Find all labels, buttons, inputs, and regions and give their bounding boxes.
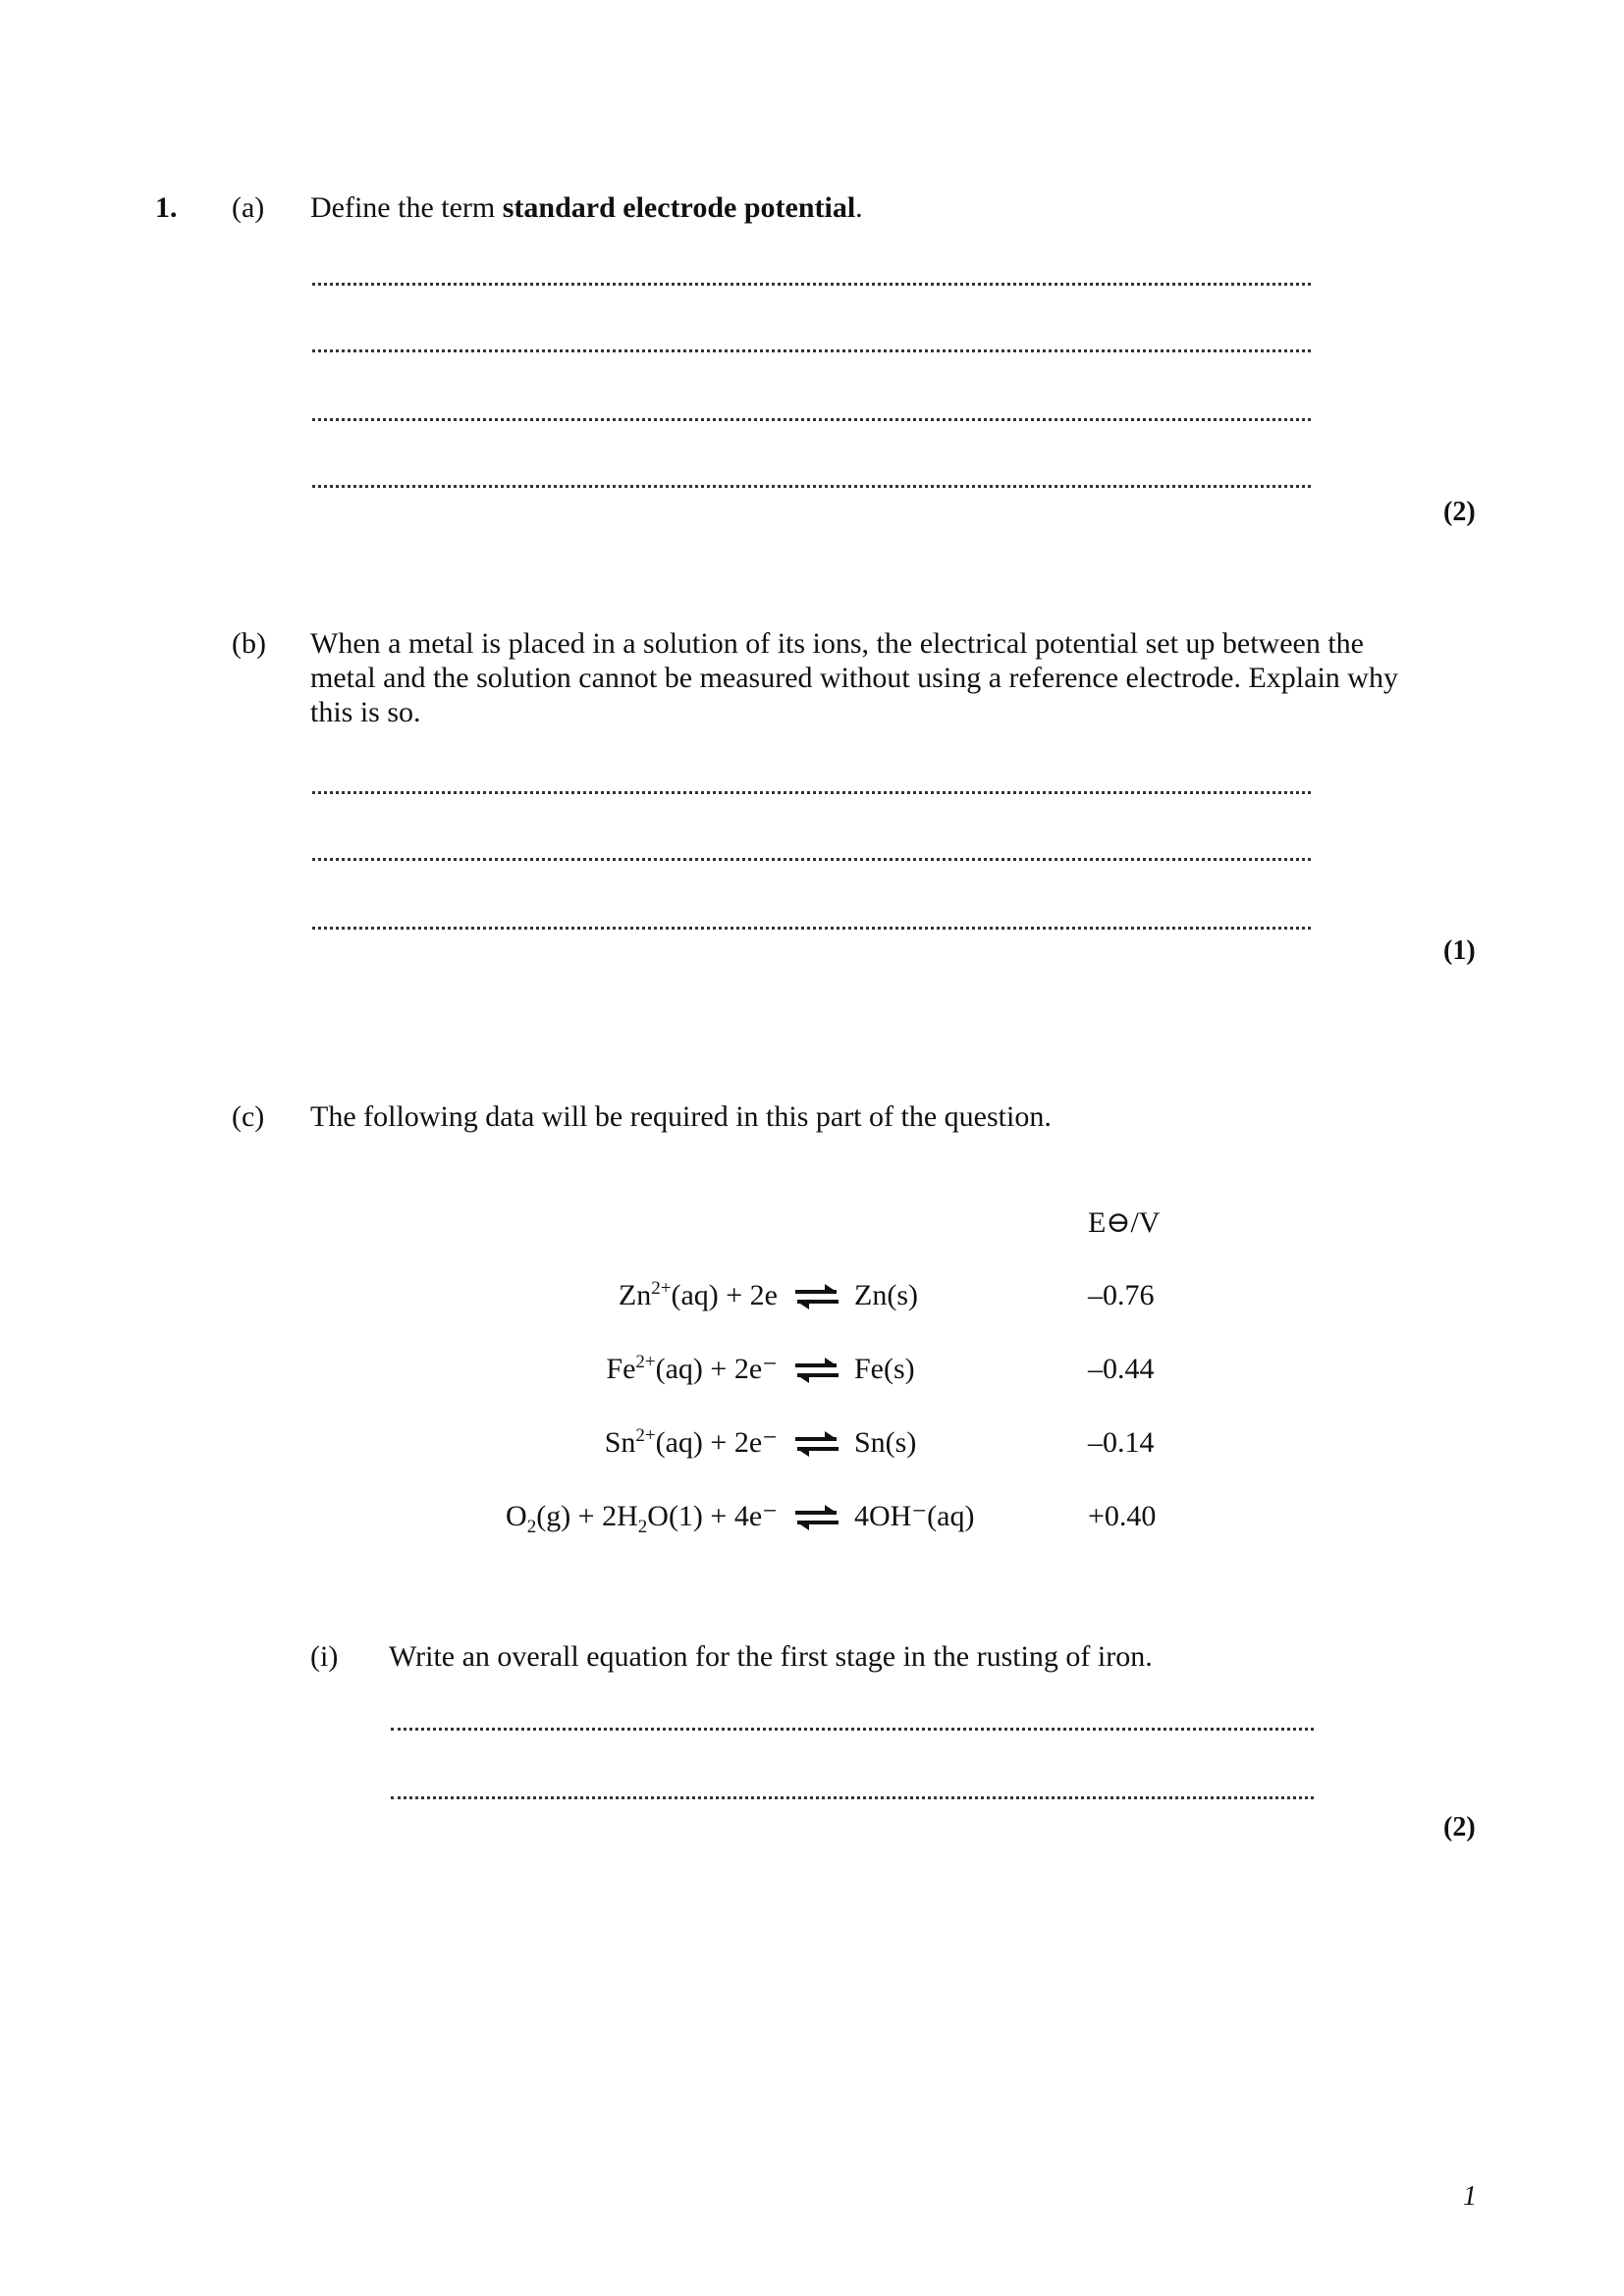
- part-a-text-prefix: Define the term: [310, 191, 503, 224]
- equation-row-3-left: [605, 1425, 778, 1461]
- answer-line-a2[interactable]: [312, 349, 1311, 352]
- equilibrium-arrow-icon: [791, 1503, 842, 1532]
- equation-row-1-species: Zn: [618, 1279, 652, 1311]
- answer-line-a4[interactable]: [312, 485, 1311, 488]
- answer-line-a1[interactable]: [312, 283, 1311, 286]
- equation-row-4-value: +0.40: [1088, 1500, 1157, 1532]
- equation-row-3-value: –0.14: [1088, 1426, 1155, 1459]
- equation-row-3-species: Sn: [604, 1426, 636, 1459]
- answer-line-b1[interactable]: [312, 791, 1311, 794]
- part-b-label: (b): [232, 627, 266, 660]
- equilibrium-arrow-icon: [791, 1356, 842, 1385]
- part-c-label: (c): [232, 1100, 265, 1133]
- answer-line-c1[interactable]: [391, 1728, 1314, 1731]
- sub-part-i-question: Write an overall equation for the first stage in the rusting of iron.: [389, 1640, 1153, 1673]
- equation-row-2-charge: 2+: [635, 1352, 656, 1372]
- table-header-potential: E⊖/V: [1088, 1206, 1161, 1239]
- equation-row-3-charge: 2+: [635, 1425, 656, 1446]
- part-c-question: The following data will be required in this part of the question.: [310, 1100, 1052, 1133]
- equation-row-1-charge: 2+: [651, 1278, 672, 1299]
- part-b-question: When a metal is placed in a solution of its ions, the electrical potential set up between the metal and the solution cannot be measured without using a reference electrode. Explain why this is so.: [310, 627, 1398, 728]
- equation-row-3-rest: (aq) + 2e⁻: [655, 1426, 778, 1459]
- answer-line-a3[interactable]: [312, 418, 1311, 421]
- equation-row-4-right: 4OH⁻(aq): [854, 1500, 975, 1532]
- equation-row-1-value: –0.76: [1088, 1279, 1155, 1311]
- part-a-text-bold: standard electrode potential: [502, 191, 856, 224]
- equilibrium-arrow-icon: [791, 1429, 842, 1459]
- sub-part-i-label: (i): [310, 1640, 339, 1673]
- part-a-text-suffix: .: [855, 191, 863, 224]
- equation-row-1-right: Zn(s): [854, 1279, 918, 1311]
- part-a-question: [310, 190, 863, 226]
- part-b-marks: (1): [1443, 935, 1476, 966]
- part-a-label: (a): [232, 191, 265, 224]
- page-number: 1: [1463, 2181, 1477, 2212]
- answer-line-b3[interactable]: [312, 927, 1311, 930]
- equation-row-3-right: Sn(s): [854, 1426, 917, 1459]
- equation-row-2-right: Fe(s): [854, 1353, 915, 1385]
- answer-line-c2[interactable]: [391, 1796, 1314, 1799]
- equation-row-1-left: [619, 1278, 778, 1313]
- answer-line-b2[interactable]: [312, 858, 1311, 861]
- part-a-marks: (2): [1443, 497, 1476, 527]
- sub-part-i-marks: (2): [1443, 1812, 1476, 1842]
- equation-row-2-rest: (aq) + 2e⁻: [655, 1353, 778, 1385]
- equilibrium-arrow-icon: [791, 1282, 842, 1311]
- equation-row-2-left: [606, 1352, 778, 1387]
- equation-row-4-left: $O_2(g) + 2H_2O(1) + 4e^-$: [506, 1500, 778, 1537]
- equation-row-1-rest: (aq) + 2e: [671, 1279, 778, 1311]
- equation-row-2-species: Fe: [606, 1353, 636, 1385]
- equation-row-2-value: –0.44: [1088, 1353, 1155, 1385]
- question-number: 1.: [155, 191, 178, 224]
